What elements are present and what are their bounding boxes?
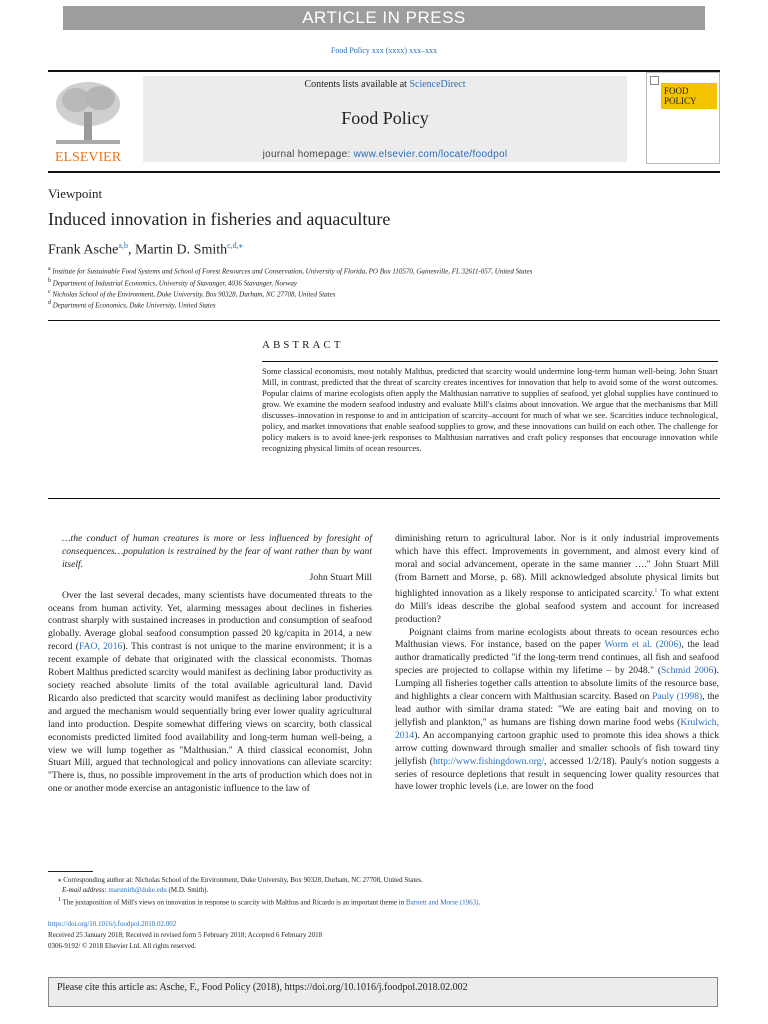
citation-link[interactable]: Barnett and Morse (1963) (405, 898, 479, 907)
citation-link[interactable]: Pauly (1998) (652, 691, 703, 703)
contents-line (143, 79, 627, 90)
cover-mark-icon (650, 76, 659, 85)
affiliation (48, 278, 297, 287)
affiliation (48, 300, 216, 309)
citation-link[interactable]: FAO, 2016 (78, 641, 123, 653)
body-text: ). This contrast is not unique to the marine environment; it is a recent example of debate that originated with the classical economists. Thomas Robert Malthus predicted scarcity would manifest as declining labor productivity as society reached absolute limits of the total available agricultural land. David Ricardo also predicted that scarcity would manifest as declining labor productivity and argued the mechanism would sequentially bring ever lower quality agricultural land into production. Despite somewhat differing views on scarcity, both classical economists predicted limited food availability and long-term human well-being, a view we will lump together as "Malthusian." A third classical economist, John Stuart Mill, argued that technological and policy innovations can alleviate scarcity: "There is, thus, no possible improvement in the arts of production which does not in one or another mode exercise an antagonistic influence to the law of (48, 641, 373, 795)
author-name[interactable]: Martin D. Smith (134, 242, 228, 258)
cover-title-line1: FOOD (664, 86, 689, 96)
body-text: diminishing return to agricultural labor. Nor is it only industrial improvements which have this effect. Improvements in government, and almost every kind of moral and social advancement, operate in the same manner …." John Stuart Mill (from Barnett and Morse, p. 68). Mill acknowledged absolute physical limits but highlighted innovation as a likely response to anticipated scarcity. (395, 533, 719, 599)
email-link[interactable]: marsmith@duke.edu (108, 886, 167, 894)
footnote-marker: 1 (58, 897, 61, 903)
body-text: Poignant claims from marine ecologists about threats to ocean resources echo Malthusian views. For instance, based on the paper (395, 626, 719, 651)
affiliation-marker: a (48, 266, 51, 272)
affiliation-text: Department of Industrial Economics, University of Stavanger, 4036 Stavanger, Norway (52, 279, 297, 288)
cover-title-line2: POLICY (664, 96, 697, 106)
abstract-text: Some classical economists, most notably Malthus, predicted that scarcity would undermine long-term human well-being. John Stuart Mill, in contrast, predicted that the threat of scarcity creates incentives for innovation that help to avoid some of the worst outcomes. Popular claims of marine ecologists often apply the Malthusian narrative to supplies of seafood, yet global supplies have continued to grow. We examine the modern seafood industry and evaluate Mill's claims about innovation. We argue that the mechanisms that Mill discusses–innovation in response to and in anticipation of scarcity–account for much of what we see. Scarcities induce technological, policy, and market innovations that enable seafood supplies to grow, and these innovations can build on each other. The challenge for policy makers is to avoid knee-jerk responses to Malthusian narratives and craft policy responses that encourage innovation while recognizing physical limits of ocean resources. (262, 366, 718, 453)
body-paragraph (395, 533, 719, 627)
journal-reference-link[interactable]: Food Policy xxx (xxxx) xxx–xxx (330, 46, 438, 55)
journal-cover-thumbnail (646, 72, 720, 164)
footnote-ref[interactable]: 1 (654, 587, 658, 594)
footnote-rule (48, 871, 93, 872)
article-in-press-banner: ARTICLE IN PRESS (63, 6, 705, 30)
header-bottom-rule (48, 171, 720, 173)
journal-banner (143, 76, 627, 162)
author-line (48, 241, 243, 259)
copyright-notice: 0306-9192/ © 2018 Elsevier Ltd. All rights reserved. (48, 942, 197, 950)
body-text: ). An accompanying cartoon graphic used to promote this idea shows a thick arrow cutting downward through smaller and smaller schools of fish toward tiny jellyfish ( (395, 729, 719, 767)
abstract-heading: ABSTRACT (262, 339, 344, 351)
external-url-link[interactable]: http://www.fishingdown.org/ (433, 755, 545, 767)
affiliation-text: Department of Economics, Duke University, United States (52, 301, 216, 310)
epigraph-author: John Stuart Mill (309, 571, 372, 583)
article-section: Viewpoint (48, 186, 103, 201)
sciencedirect-link[interactable]: ScienceDirect (409, 79, 466, 90)
received-dates: Received 25 January 2018; Received in revised form 5 February 2018; Accepted 6 February 2018 (48, 931, 323, 939)
affiliation (48, 289, 336, 298)
header-top-rule (48, 70, 720, 72)
abstract-bottom-rule (48, 498, 720, 499)
email-label: E-mail address: (62, 886, 109, 894)
citation-link[interactable]: Schmid 2006 (661, 665, 714, 677)
body-text: ). Lumping all fisheries together calls attention to absolute limits of the resource base, and highlights a clear concern with Malthusian scarcity. Based on (395, 665, 719, 703)
elsevier-tree-logo (48, 76, 128, 164)
affiliation-marker: b (48, 278, 51, 284)
citation-box: Please cite this article as: Asche, F., Food Policy (2018), https://doi.org/10.1016/j.foodpol.2018.02.002 (48, 977, 718, 1007)
cover-title (664, 86, 697, 106)
email-suffix: (M.D. Smith). (166, 886, 209, 894)
affiliation-marker: d (48, 300, 51, 306)
body-text: To what extent do Mill's ideas describe the global seafood system and account for increased production? (395, 587, 719, 625)
citation-link[interactable]: Krulwich, 2014 (395, 716, 719, 741)
homepage-link[interactable]: www.elsevier.com/locate/foodpol (353, 149, 508, 160)
article-title: Induced innovation in fisheries and aquaculture (48, 209, 391, 229)
author-separator: , (127, 242, 135, 258)
publisher-logo-text: ELSEVIER (54, 150, 122, 164)
footnote-1 (58, 897, 480, 906)
corresponding-author-note: ⁎ Corresponding author at: Nicholas School of the Environment, Duke University, Box 90328, Durham, NC 27708, United States. (58, 876, 423, 884)
contents-prefix: Contents lists available at (304, 79, 410, 90)
body-paragraph (395, 627, 719, 795)
body-paragraph (48, 590, 372, 797)
homepage-prefix: journal homepage: (262, 149, 354, 160)
body-text: , the lead author dramatically predicted "if the long-term trend continues, all fish and seafood species are projected to collapse within my lifetime – by 2048." ( (395, 639, 719, 677)
affiliation-text: Nicholas School of the Environment, Duke University, Box 90328, Durham, NC 27708, United States (52, 290, 336, 299)
author-name[interactable]: Frank Asche (48, 242, 119, 258)
body-column-left (48, 533, 372, 796)
body-column-right (395, 533, 719, 794)
body-text: Over the last several decades, many scientists have documented threats to the oceans from human activity. Yet, alarming messages about declines in fisheries contrast sharply with sustained increases in production and consumption of seafood globally. Average global seafood consumption passed 20 kg/capita in 2014, a new record ( (48, 589, 372, 653)
footnote-text: The juxtaposition of Mill's views on innovation in response to scarcity with Malthus and Ricardo is an important theme in (60, 898, 406, 907)
affiliation-text: Institute for Sustainable Food Systems and School of Forest Resources and Conservation, University of Florida, PO Box 110570, Gainesville, FL 32611-057, United States (52, 267, 533, 276)
affiliation-marker: c (48, 289, 51, 295)
citation-link[interactable]: Worm et al. (2006) (604, 639, 682, 651)
journal-homepage (143, 149, 627, 160)
affiliation-rule (48, 320, 720, 321)
journal-title: Food Policy (341, 108, 429, 128)
author-affiliation-ref[interactable]: a,b (118, 241, 128, 250)
body-text: , accessed 1/2/18). Pauly's notion suggests a series of resource depletions that result in sequencing lower quality resources that have lower trophic levels (i.e. are lower on the food (395, 755, 719, 793)
abstract-rule (262, 361, 718, 362)
affiliation (48, 266, 532, 275)
footnote-text: . (478, 898, 481, 907)
epigraph: …the conduct of human creatures is more or less influenced by foresight of consequences…population is restrained by the fear of want rather than by want itself. (62, 533, 372, 570)
email-note (62, 886, 208, 894)
doi-link[interactable]: https://doi.org/10.1016/j.foodpol.2018.02.002 (48, 920, 177, 928)
body-text: , the lead author with similar drama stated: "We are eating bait and moving on to jellyfish and plankton," as humans are fishing down marine food webs ( (395, 691, 719, 728)
author-affiliation-ref[interactable]: c,d,⁎ (227, 241, 243, 250)
